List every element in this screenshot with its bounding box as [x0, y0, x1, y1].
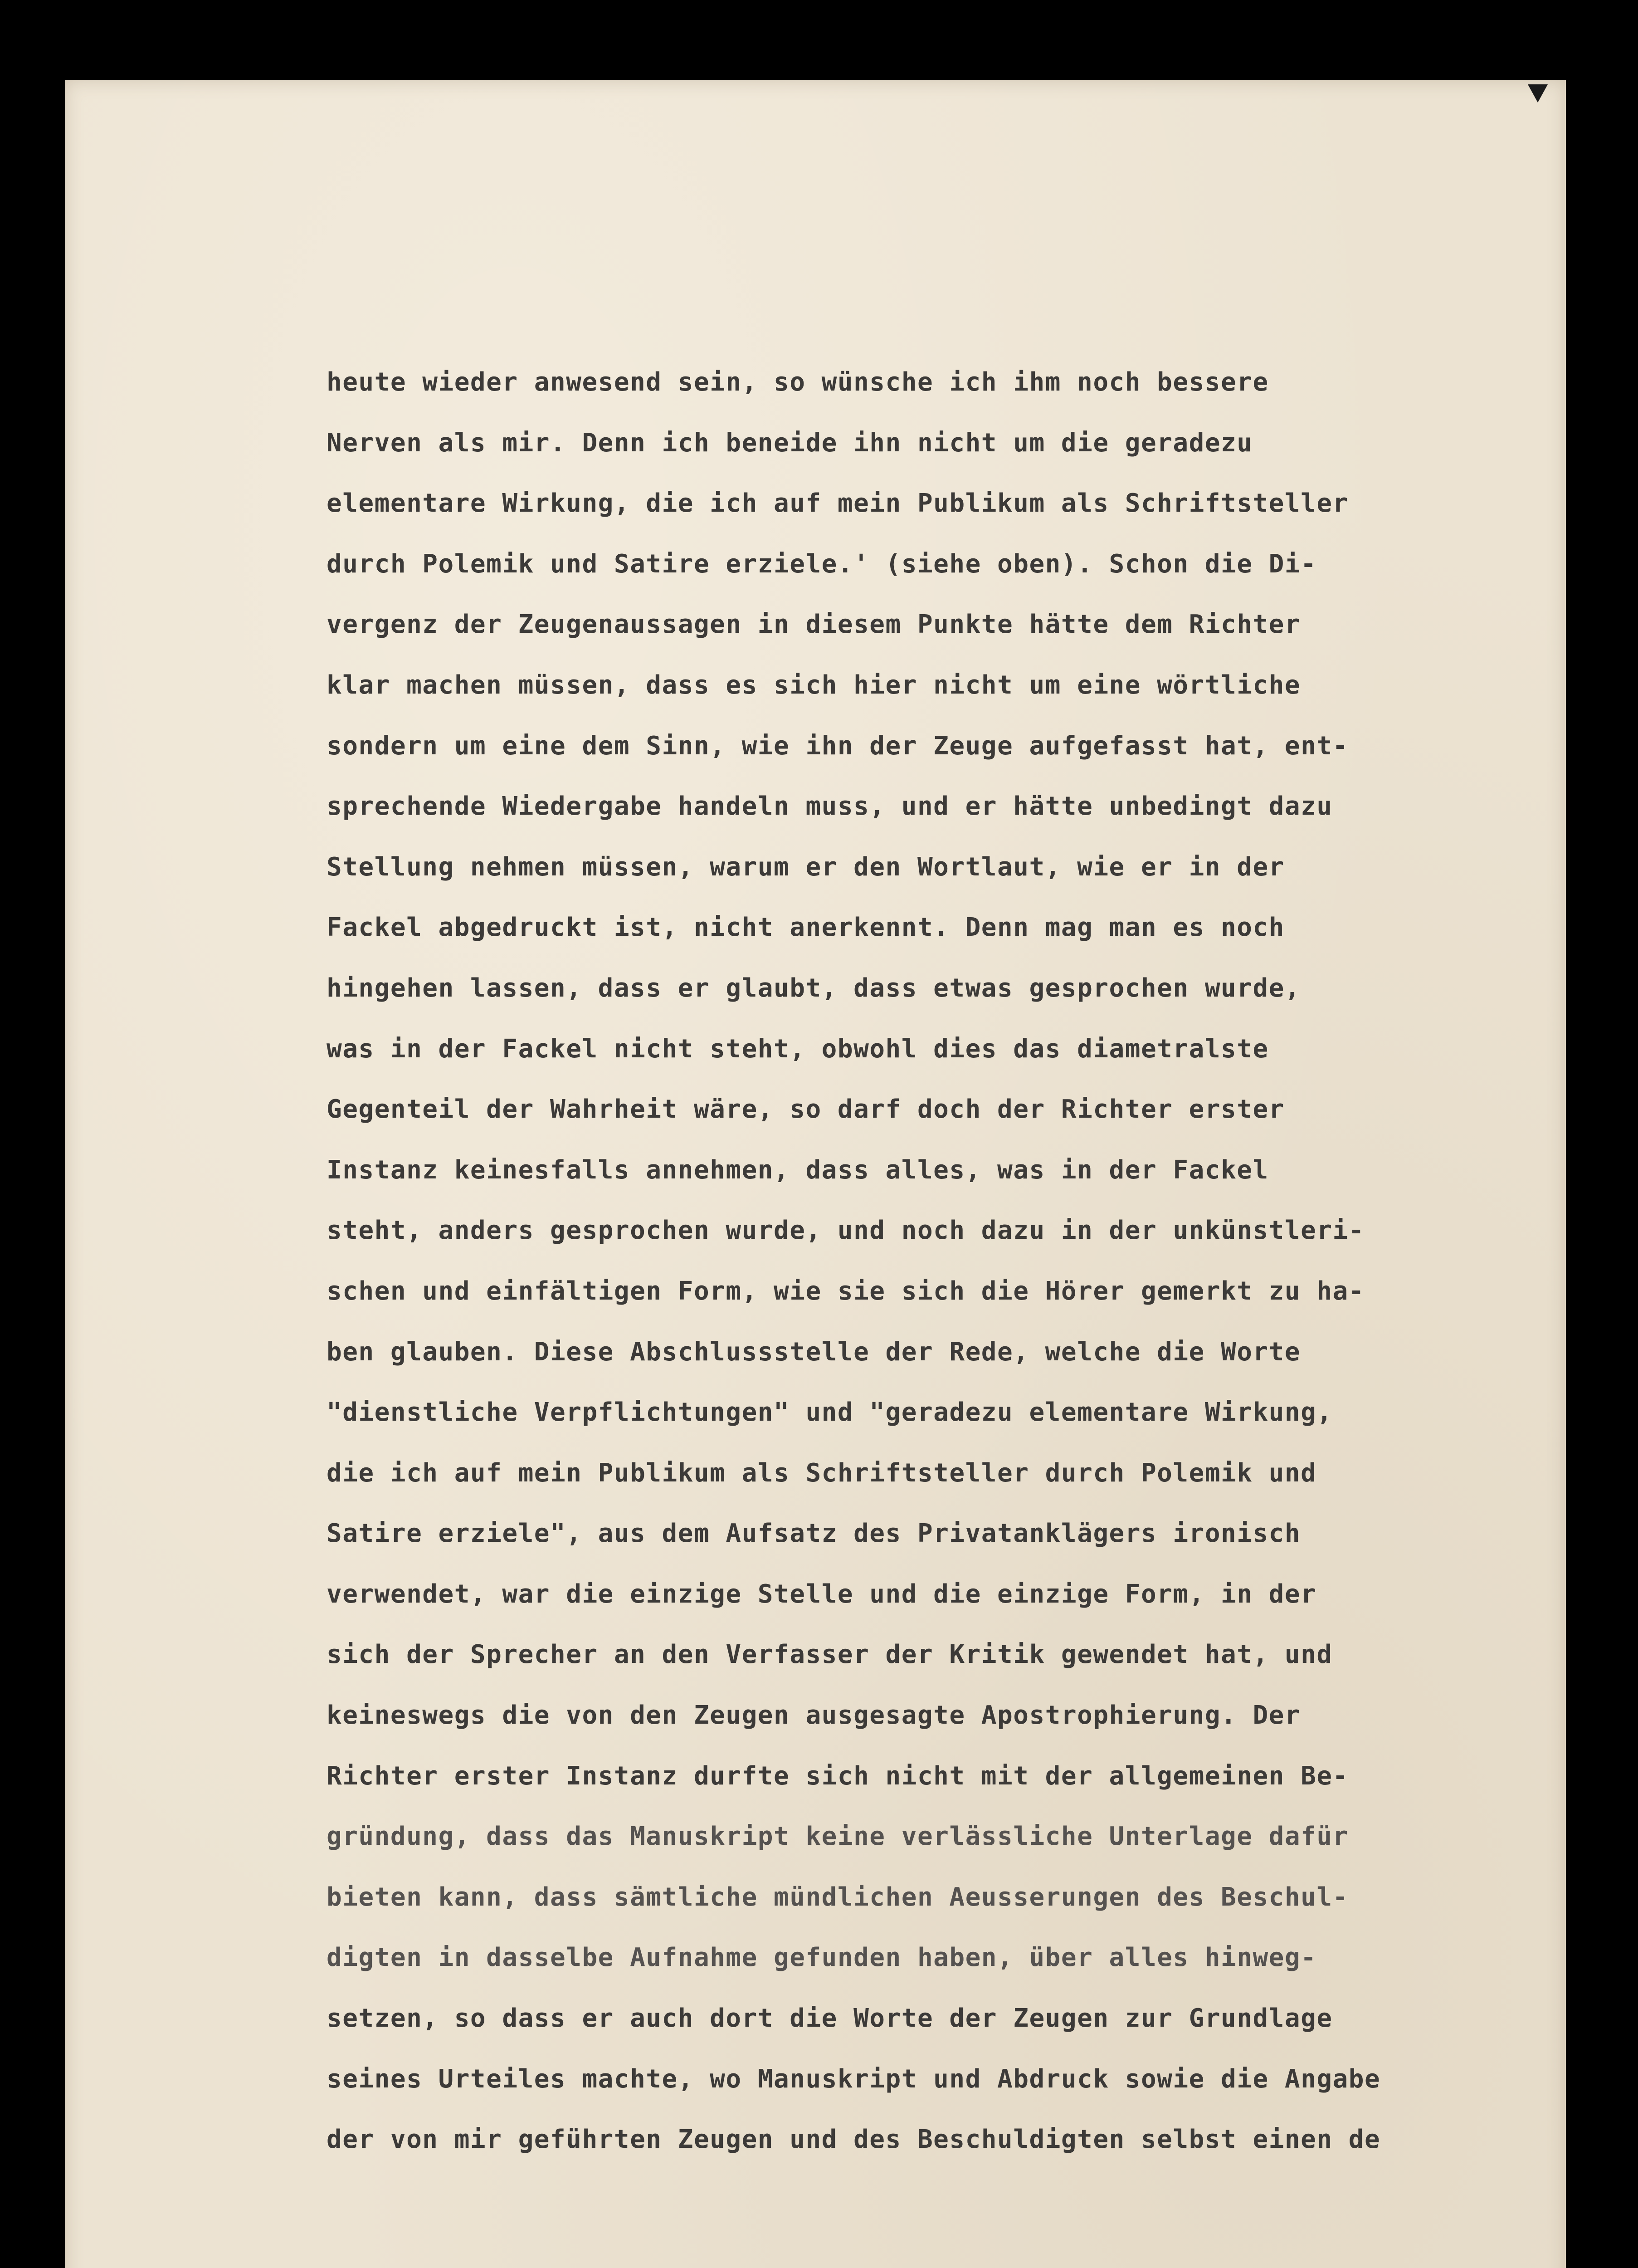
- text-line: vergenz der Zeugenaussagen in diesem Punkte hätte dem Richter: [327, 610, 1301, 640]
- text-line: steht, anders gesprochen wurde, und noch dazu in der unkünstleri-: [327, 1216, 1365, 1246]
- text-line: digten in dasselbe Aufnahme gefunden haben, über alles hinweg-: [327, 1943, 1317, 1973]
- text-line: ben glauben. Diese Abschlussstelle der Rede, welche die Worte: [327, 1337, 1301, 1367]
- text-line: Richter erster Instanz durfte sich nicht mit der allgemeinen Be-: [327, 1761, 1349, 1791]
- text-line: was in der Fackel nicht steht, obwohl dies das diametralste: [327, 1034, 1269, 1064]
- text-line: die ich auf mein Publikum als Schriftsteller durch Polemik und: [327, 1458, 1317, 1488]
- text-line: seines Urteiles machte, wo Manuskript und Abdruck sowie die Angabe: [327, 2064, 1381, 2094]
- text-line: Gegenteil der Wahrheit wäre, so darf doch der Richter erster: [327, 1095, 1285, 1124]
- text-line: schen und einfältigen Form, wie sie sich die Hörer gemerkt zu ha-: [327, 1276, 1365, 1306]
- text-line: der von mir geführten Zeugen und des Beschuldigten selbst einen de: [327, 2125, 1381, 2155]
- text-line: sondern um eine dem Sinn, wie ihn der Zeuge aufgefasst hat, ent-: [327, 731, 1349, 761]
- text-line: durch Polemik und Satire erziele.' (siehe oben). Schon die Di-: [327, 549, 1317, 579]
- text-line: Fackel abgedruckt ist, nicht anerkennt. Denn mag man es noch: [327, 913, 1285, 943]
- text-line: elementare Wirkung, die ich auf mein Publikum als Schriftsteller: [327, 489, 1349, 518]
- text-line: Instanz keinesfalls annehmen, dass alles, was in der Fackel: [327, 1155, 1269, 1185]
- text-line: "dienstliche Verpflichtungen" und "geradezu elementare Wirkung,: [327, 1398, 1333, 1427]
- text-line: sprechende Wiedergabe handeln muss, und er hätte unbedingt dazu: [327, 792, 1333, 821]
- corner-tab-mark: [1528, 84, 1548, 103]
- text-line: Satire erziele", aus dem Aufsatz des Privatanklägers ironisch: [327, 1519, 1301, 1549]
- text-line: sich der Sprecher an den Verfasser der Kritik gewendet hat, und: [327, 1640, 1333, 1670]
- text-line: Stellung nehmen müssen, warum er den Wortlaut, wie er in der: [327, 852, 1285, 882]
- typed-page: [65, 80, 1566, 2268]
- text-line: gründung, dass das Manuskript keine verlässliche Unterlage dafür: [327, 1822, 1349, 1852]
- text-line: heute wieder anwesend sein, so wünsche ich ihm noch bessere: [327, 367, 1269, 397]
- text-line: setzen, so dass er auch dort die Worte der Zeugen zur Grundlage: [327, 2004, 1333, 2033]
- typed-text-body: [327, 352, 1596, 2170]
- text-line: Nerven als mir. Denn ich beneide ihn nicht um die geradezu: [327, 428, 1253, 458]
- text-line: bieten kann, dass sämtliche mündlichen Aeusserungen des Beschul-: [327, 1882, 1349, 1912]
- text-line: keineswegs die von den Zeugen ausgesagte Apostrophierung. Der: [327, 1701, 1301, 1730]
- text-line: verwendet, war die einzige Stelle und die einzige Form, in der: [327, 1579, 1317, 1609]
- text-line: hingehen lassen, dass er glaubt, dass etwas gesprochen wurde,: [327, 973, 1301, 1003]
- text-line: klar machen müssen, dass es sich hier nicht um eine wörtliche: [327, 670, 1301, 700]
